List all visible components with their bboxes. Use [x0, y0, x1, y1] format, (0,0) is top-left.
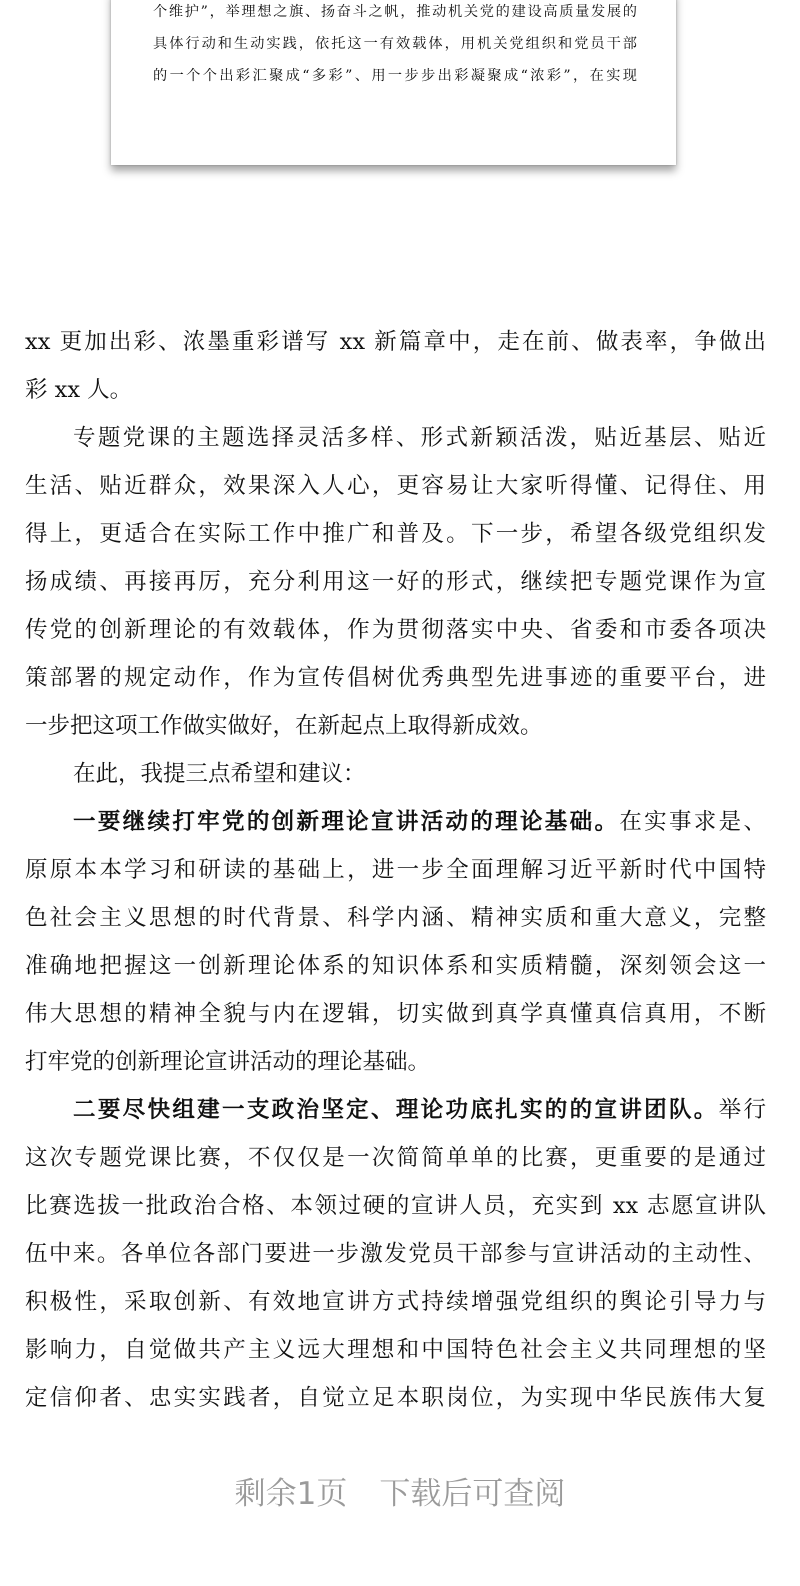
remaining-pages-label: 剩余1页	[234, 1476, 348, 1512]
text-line: 策部署的规定动作，作为宣传倡树优秀典型先进事迹的重要平台，进	[25, 665, 766, 691]
text-line: 伟大思想的精神全貌与内在逻辑，切实做到真学真懂真信真用，不断	[25, 1001, 766, 1027]
card-line: 的一个个出彩汇聚成“多彩”、用一步步出彩凝聚成“浓彩”，在实现	[153, 68, 637, 84]
text-line: 色社会主义思想的时代背景、科学内涵、精神实质和重大意义，完整	[25, 905, 766, 931]
text-line: 定信仰者、忠实实践者，自觉立足本职岗位，为实现中华民族伟大复	[25, 1385, 766, 1411]
text-line: 打牢党的创新理论宣讲活动的理论基础。	[25, 1049, 431, 1075]
text-line: 专题党课的主题选择灵活多样、形式新颖活泼，贴近基层、贴近	[73, 425, 766, 451]
text-line: 准确地把握这一创新理论体系的知识体系和实质精髓，深刻领会这一	[25, 953, 766, 979]
text-line: 比赛选拔一批政治合格、本领过硬的宣讲人员，充实到 xx 志愿宣讲队	[25, 1193, 766, 1219]
text-line: 得上，更适合在实际工作中推广和普及。下一步，希望各级党组织发	[25, 521, 766, 547]
text-line: xx 更加出彩、浓墨重彩谱写 xx 新篇章中，走在前、做表率，争做出	[25, 329, 766, 355]
bold-heading: 二要尽快组建一支政治坚定、理论功底扎实的的宣讲团队。	[73, 1097, 719, 1123]
document-body	[25, 324, 766, 1428]
preview-page-card	[111, 0, 676, 165]
text-line: 伍中来。各单位各部门要进一步激发党员干部参与宣讲活动的主动性、	[25, 1241, 766, 1267]
text-line: 积极性，采取创新、有效地宣讲方式持续增强党组织的舆论引导力与	[25, 1289, 766, 1315]
text-line: 影响力，自觉做共产主义远大理想和中国特色社会主义共同理想的坚	[25, 1337, 766, 1363]
text-line: 一步把这项工作做实做好，在新起点上取得新成效。	[25, 713, 543, 739]
card-line: 具体行动和生动实践，依托这一有效载体，用机关党组织和党员干部	[153, 36, 637, 52]
card-line: 个维护”，举理想之旗、扬奋斗之帆，推动机关党的建设高质量发展的	[153, 4, 637, 20]
text-line: 原原本本学习和研读的基础上，进一步全面理解习近平新时代中国特	[25, 857, 766, 883]
text-line	[25, 804, 766, 852]
bold-heading: 一要继续打牢党的创新理论宣讲活动的理论基础。	[73, 809, 620, 835]
text-line: 传党的创新理论的有效载体，作为贯彻落实中央、省委和市委各项决	[25, 617, 766, 643]
text-line: 在此，我提三点希望和建议：	[73, 761, 366, 787]
text-line: 扬成绩、再接再厉，充分利用这一好的形式，继续把专题党课作为宣	[25, 569, 766, 595]
text-line	[25, 1092, 766, 1140]
text-line: 生活、贴近群众，效果深入人心，更容易让大家听得懂、记得住、用	[25, 473, 766, 499]
download-prompt[interactable]	[0, 1468, 800, 1513]
download-hint-label: 下载后可查阅	[379, 1476, 566, 1512]
text-run: 举行	[718, 1097, 766, 1123]
text-line: 彩 xx 人。	[25, 377, 133, 403]
text-run: 在实事求是、	[619, 809, 766, 835]
text-line: 这次专题党课比赛，不仅仅是一次简简单单的比赛，更重要的是通过	[25, 1145, 766, 1171]
